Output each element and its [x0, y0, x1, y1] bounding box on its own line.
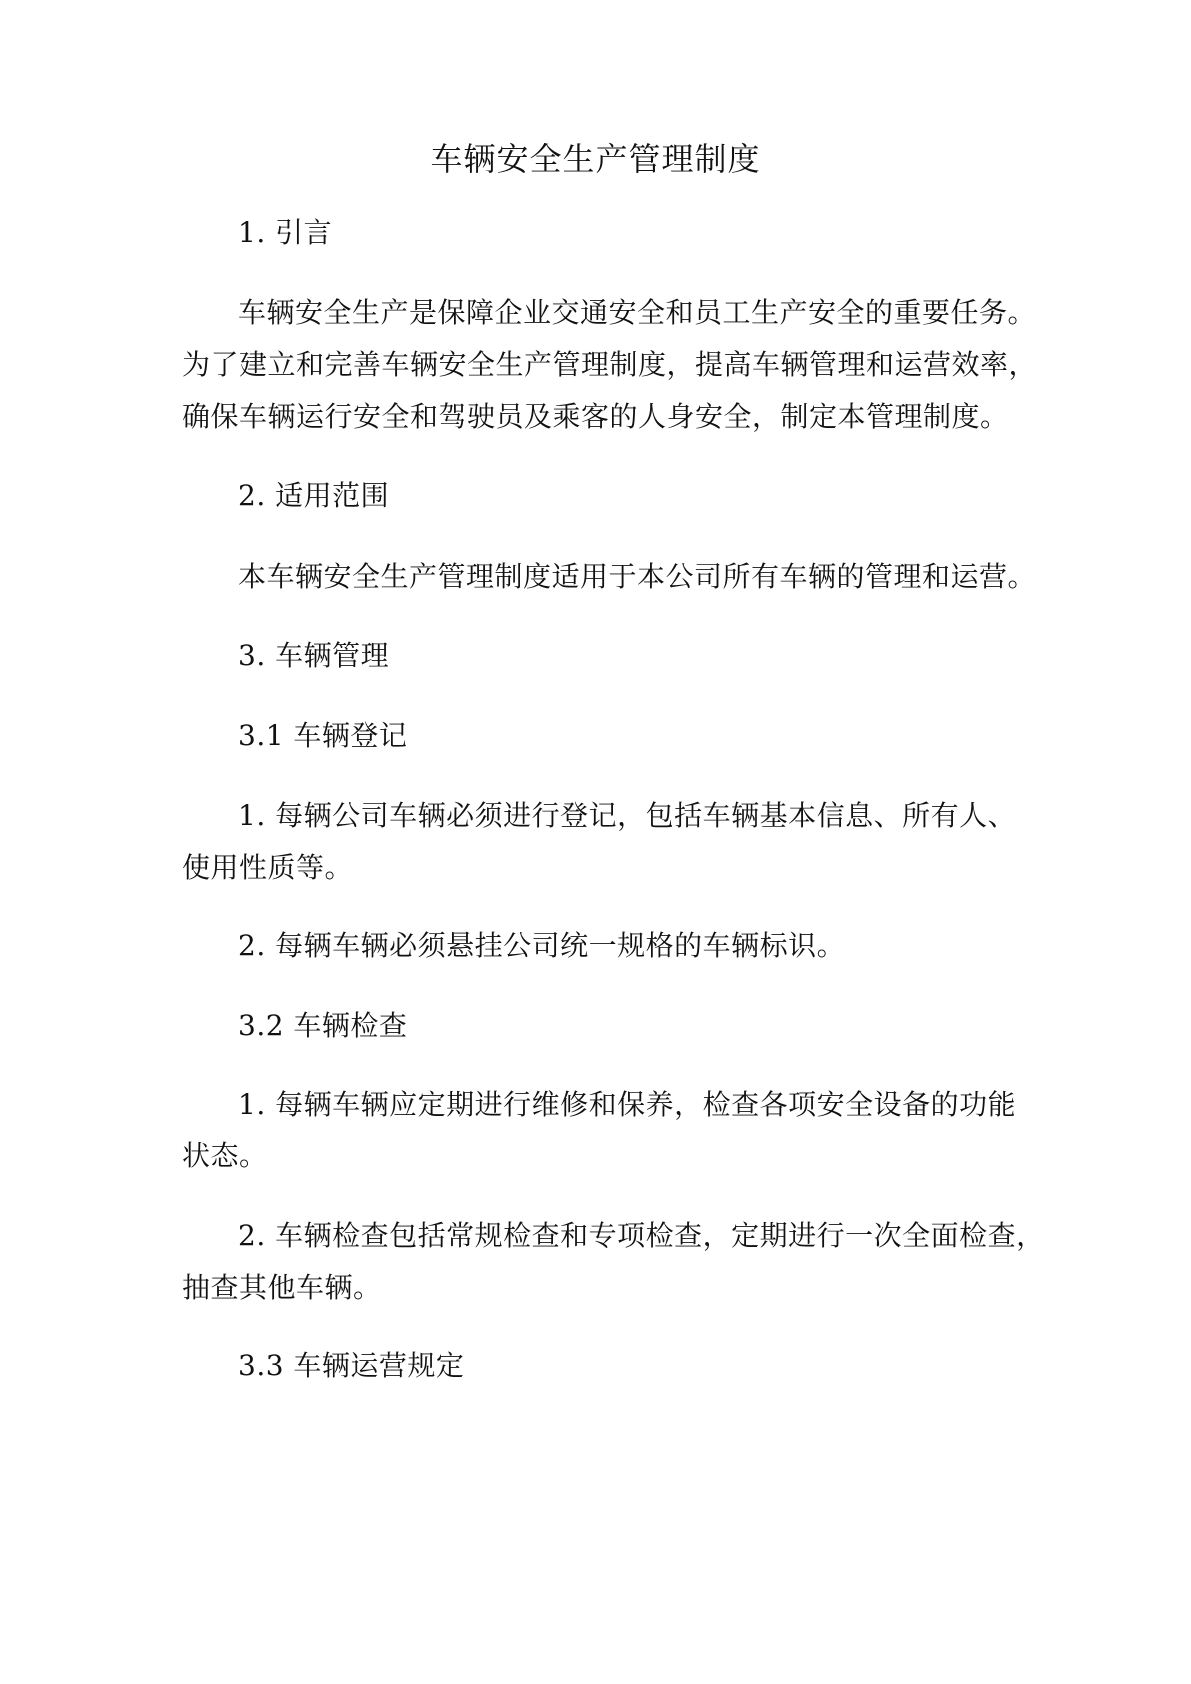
paragraph-line: 车辆安全生产是保障企业交通安全和员工生产安全的重要任务。 — [238, 296, 1037, 329]
list-item-line: 2. 车辆检查包括常规检查和专项检查，定期进行一次全面检查， — [238, 1219, 1045, 1252]
list-item-line: 抽查其他车辆。 — [182, 1271, 382, 1304]
list-item-line: 使用性质等。 — [182, 851, 354, 884]
document-title: 车辆安全生产管理制度 — [430, 140, 761, 178]
paragraph-line: 确保车辆运行安全和驾驶员及乘客的人身安全，制定本管理制度。 — [182, 400, 1009, 433]
list-item-line: 2. 每辆车辆必须悬挂公司统一规格的车辆标识。 — [238, 929, 846, 962]
paragraph-line: 为了建立和完善车辆安全生产管理制度，提高车辆管理和运营效率， — [182, 348, 1038, 381]
list-item-line: 1. 每辆公司车辆必须进行登记，包括车辆基本信息、所有人、 — [238, 799, 1017, 832]
section-heading-scope: 2. 适用范围 — [238, 479, 390, 512]
subsection-heading-registration: 3.1 车辆登记 — [238, 719, 408, 752]
paragraph-line: 本车辆安全生产管理制度适用于本公司所有车辆的管理和运营。 — [238, 560, 1037, 593]
section-heading-introduction: 1. 引言 — [238, 216, 333, 249]
subsection-heading-operation-rules: 3.3 车辆运营规定 — [238, 1349, 465, 1382]
section-heading-vehicle-management: 3. 车辆管理 — [238, 639, 390, 672]
list-item-line: 状态。 — [182, 1139, 268, 1172]
subsection-heading-inspection: 3.2 车辆检查 — [238, 1009, 408, 1042]
list-item-line: 1. 每辆车辆应定期进行维修和保养，检查各项安全设备的功能 — [238, 1088, 1017, 1121]
